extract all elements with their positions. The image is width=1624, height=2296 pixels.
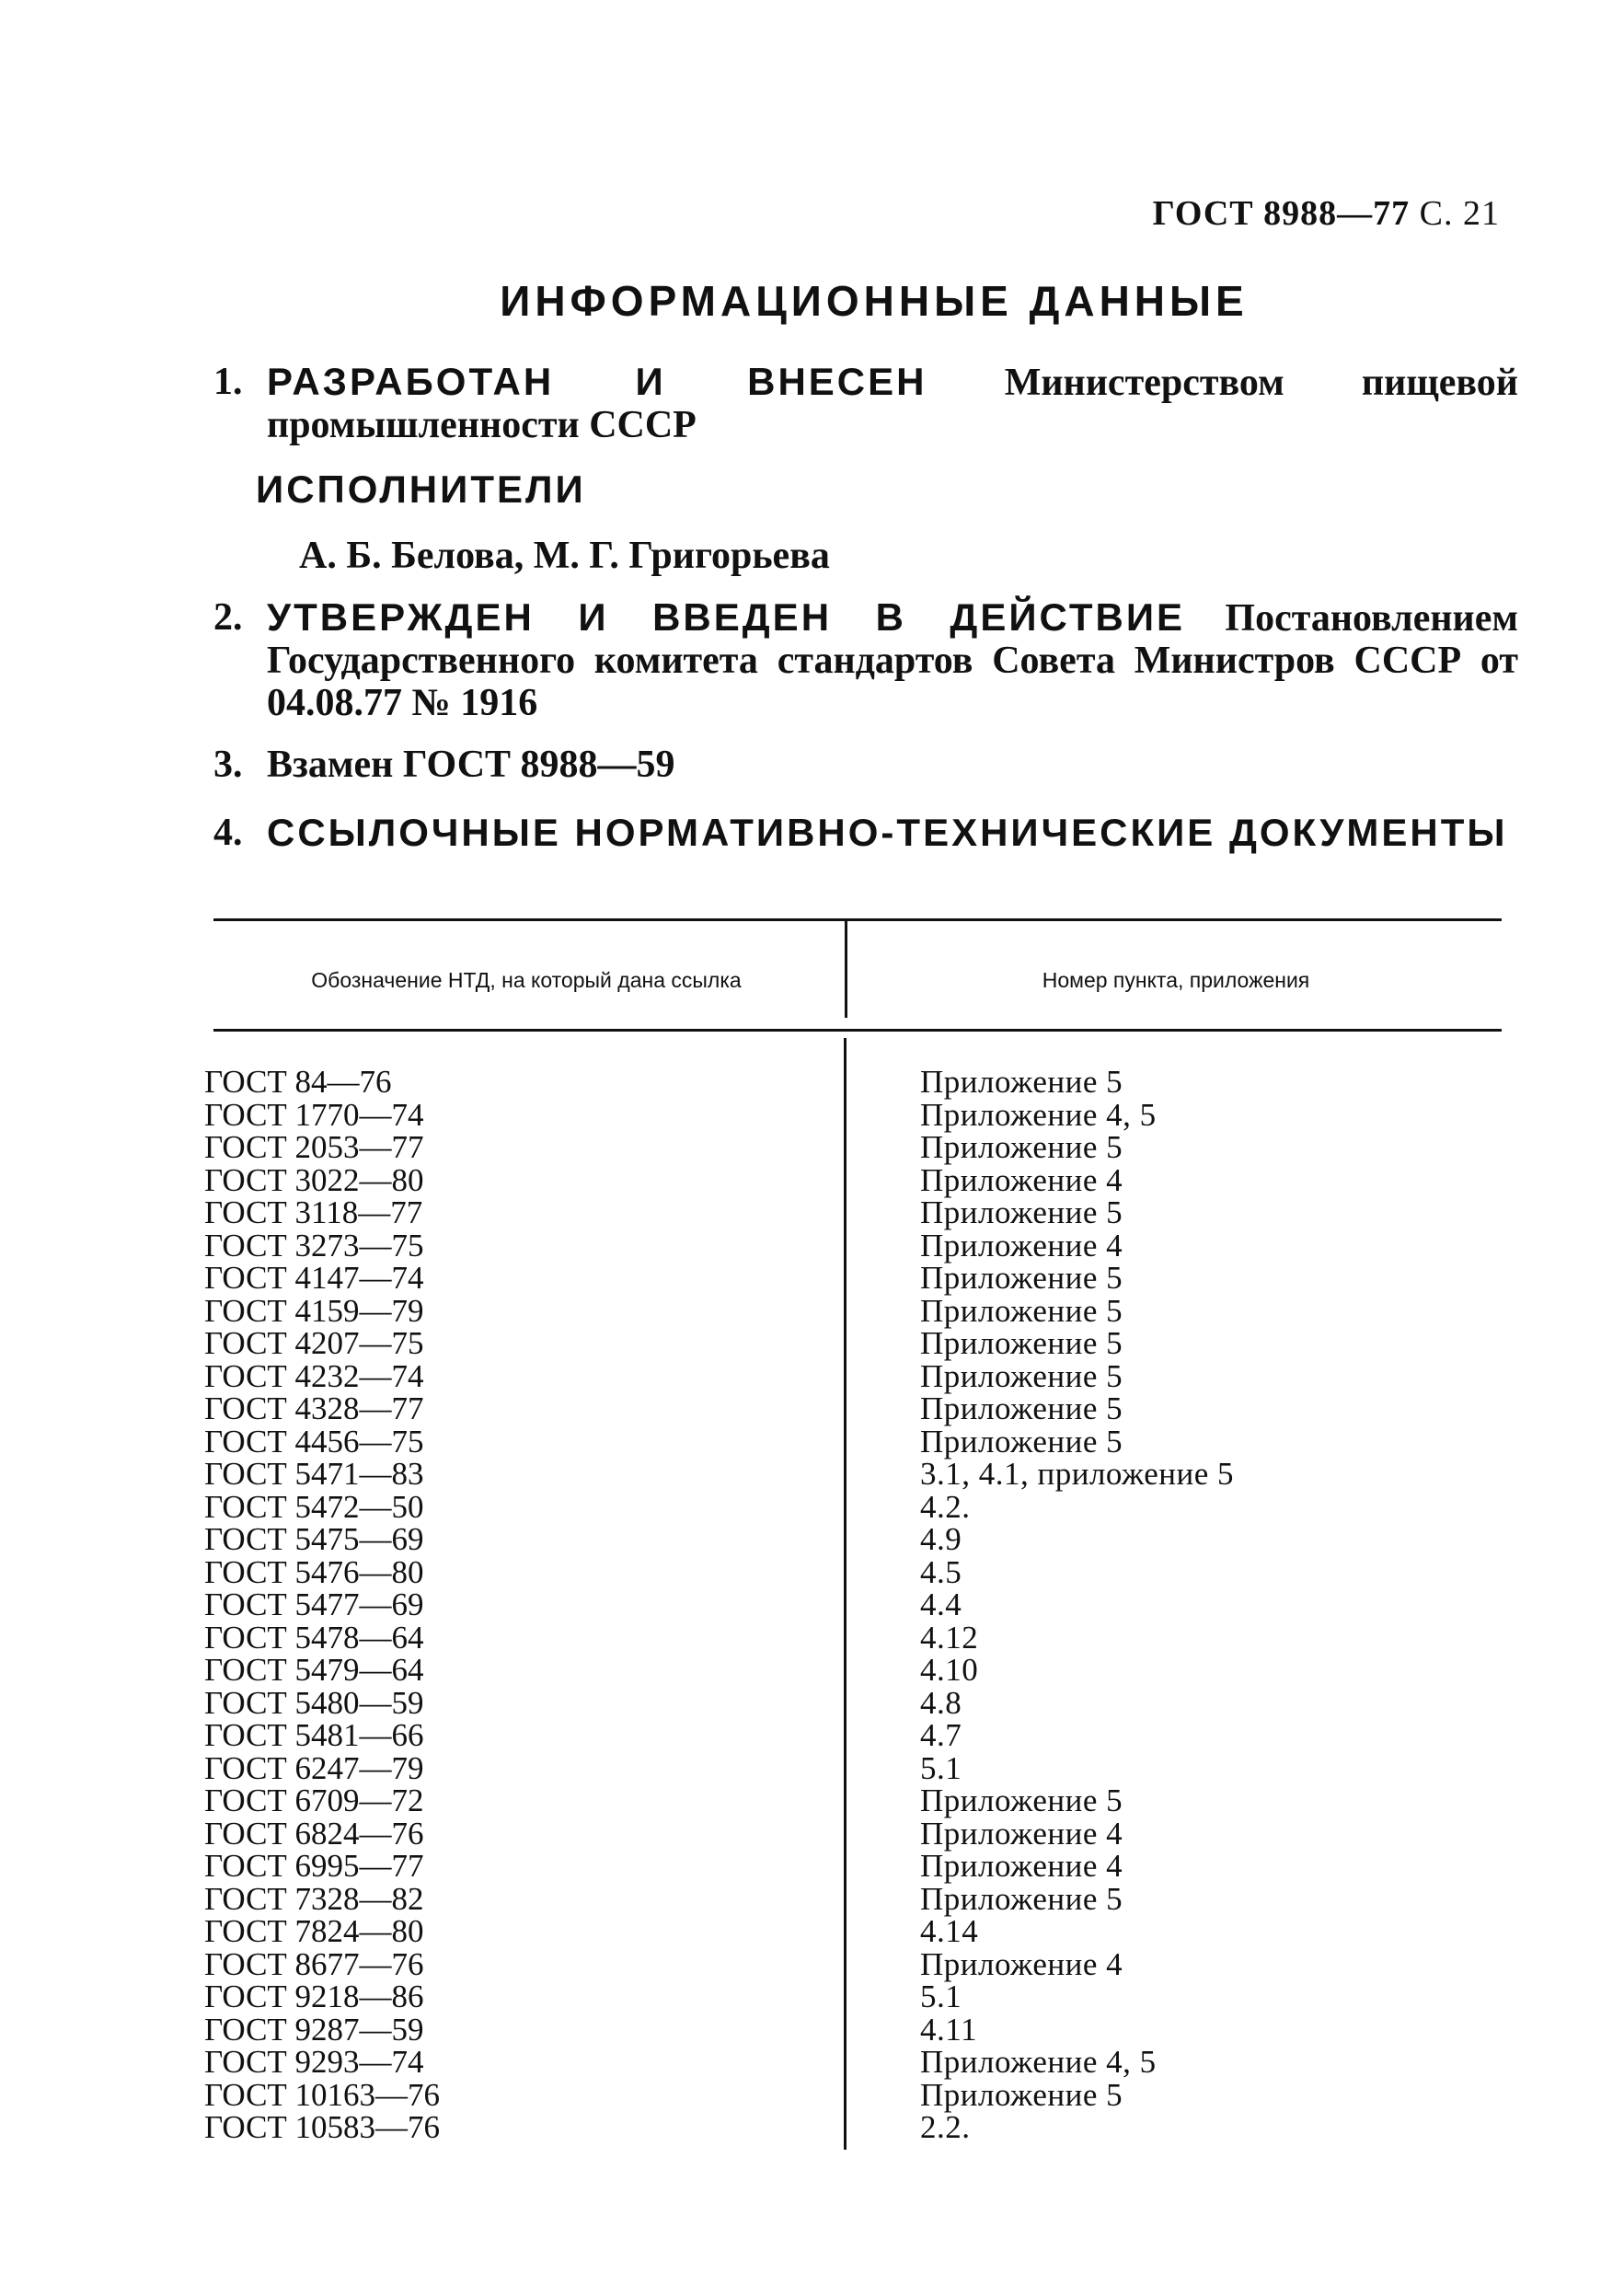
table-cell-document: ГОСТ 9287—59 <box>204 2011 424 2048</box>
table-cell-clause: 4.9 <box>920 1521 962 1557</box>
table-cell-document: ГОСТ 10163—76 <box>204 2076 441 2113</box>
table-body-divider <box>844 1038 847 2150</box>
table-cell-clause: 4.4 <box>920 1586 962 1622</box>
table-cell-document: ГОСТ 10583—76 <box>204 2109 441 2145</box>
table-cell-clause: Приложение 5 <box>920 1325 1123 1361</box>
item-body: Взамен ГОСТ 8988—59 <box>267 744 675 786</box>
table-cell-document: ГОСТ 6709—72 <box>204 1783 424 1818</box>
table-cell-clause: 3.1, 4.1, приложение 5 <box>920 1456 1235 1492</box>
item-caps-text: УТВЕРЖДЕН И ВВЕДЕН В ДЕЙСТВИЕ <box>267 595 1186 639</box>
table-cell-document: ГОСТ 5478—64 <box>204 1619 424 1656</box>
table-cell-document: ГОСТ 1770—74 <box>204 1096 424 1133</box>
table-cell-clause: 5.1 <box>920 1749 962 1786</box>
table-cell-clause: Приложение 5 <box>920 1783 1123 1818</box>
item-number: 3. <box>213 744 243 786</box>
item-number: 2. <box>213 596 243 639</box>
table-cell-document: ГОСТ 4328—77 <box>204 1390 424 1426</box>
table-top-rule <box>213 918 1502 921</box>
table-cell-document: ГОСТ 6247—79 <box>204 1749 424 1786</box>
table-header-rule <box>213 1029 1502 1032</box>
table-cell-document: ГОСТ 9218—86 <box>204 1979 424 2014</box>
table-cell-document: ГОСТ 2053—77 <box>204 1129 424 1165</box>
column-header-clause: Номер пункта, приложения <box>1042 968 1310 992</box>
table-cell-document: ГОСТ 4207—75 <box>204 1325 424 1361</box>
table-cell-clause: Приложение 5 <box>920 1129 1123 1165</box>
table-cell-clause: Приложение 4 <box>920 1945 1123 1982</box>
table-cell-document: ГОСТ 5475—69 <box>204 1521 424 1557</box>
item-caps-text: ССЫЛОЧНЫЕ НОРМАТИВНО-ТЕХНИЧЕСКИЕ ДОКУМЕНТЫ <box>267 811 1508 854</box>
item-caps-text: РАЗРАБОТАН И ВНЕСЕН <box>267 360 927 403</box>
page-header <box>1086 193 1500 234</box>
table-cell-clause: 4.5 <box>920 1553 962 1590</box>
table-cell-document: ГОСТ 6995—77 <box>204 1848 424 1884</box>
table-cell-document: ГОСТ 5477—69 <box>204 1586 424 1622</box>
item-body <box>267 596 1518 724</box>
table-cell-clause: Приложение 5 <box>920 1423 1123 1460</box>
table-cell-clause: 4.11 <box>920 2011 977 2048</box>
table-cell-clause: Приложение 4 <box>920 1848 1123 1884</box>
table-cell-document: ГОСТ 4232—74 <box>204 1357 424 1394</box>
table-cell-clause: Приложение 5 <box>920 1357 1123 1394</box>
page-title: ИНФОРМАЦИОННЫЕ ДАННЫЕ <box>500 277 1249 325</box>
table-cell-clause: 4.14 <box>920 1913 979 1949</box>
table-cell-document: ГОСТ 84—76 <box>204 1064 392 1100</box>
table-cell-document: ГОСТ 5481—66 <box>204 1717 424 1753</box>
table-cell-document: ГОСТ 4456—75 <box>204 1423 424 1460</box>
table-cell-clause: Приложение 4, 5 <box>920 1096 1157 1133</box>
item-body <box>267 361 1518 446</box>
table-cell-clause: Приложение 5 <box>920 1064 1123 1100</box>
table-cell-document: ГОСТ 5471—83 <box>204 1456 424 1492</box>
table-cell-document: ГОСТ 3118—77 <box>204 1194 423 1230</box>
table-cell-clause: Приложение 5 <box>920 1390 1123 1426</box>
table-cell-clause: 4.2. <box>920 1488 971 1525</box>
table-cell-document: ГОСТ 7328—82 <box>204 1880 424 1917</box>
table-cell-document: ГОСТ 8677—76 <box>204 1945 424 1982</box>
table-cell-clause: Приложение 5 <box>920 1194 1123 1230</box>
item-number: 1. <box>213 361 243 403</box>
table-cell-clause: Приложение 5 <box>920 2076 1123 2113</box>
table-column-documents <box>204 1066 440 2144</box>
table-cell-clause: Приложение 5 <box>920 1260 1123 1296</box>
table-header-divider <box>845 920 847 1018</box>
table-cell-document: ГОСТ 3022—80 <box>204 1161 424 1198</box>
table-cell-clause: Приложение 4 <box>920 1161 1123 1198</box>
table-cell-clause: 4.10 <box>920 1652 979 1688</box>
gost-designation: ГОСТ 8988—77 <box>1152 194 1411 233</box>
item-text: Постановлением Государственного комитета стандартов Совета Министров СССР от 04.08.77 № 1916 <box>267 597 1518 724</box>
table-cell-clause: Приложение 4 <box>920 1227 1123 1263</box>
table-cell-clause: 4.7 <box>920 1717 962 1753</box>
executors-list: А. Б. Белова, М. Г. Григорьева <box>299 535 830 577</box>
page-number: С. 21 <box>1419 194 1500 233</box>
table-cell-clause: Приложение 4, 5 <box>920 2044 1157 2080</box>
table-cell-clause: Приложение 5 <box>920 1292 1123 1329</box>
table-cell-document: ГОСТ 4147—74 <box>204 1260 424 1296</box>
table-cell-document: ГОСТ 5472—50 <box>204 1488 424 1525</box>
table-column-clauses <box>920 1066 1234 2144</box>
column-header-document: Обозначение НТД, на который дана ссылка <box>311 968 742 992</box>
table-cell-clause: 4.12 <box>920 1619 979 1656</box>
table-cell-document: ГОСТ 6824—76 <box>204 1815 424 1852</box>
table-cell-document: ГОСТ 7824—80 <box>204 1913 424 1949</box>
table-cell-document: ГОСТ 5476—80 <box>204 1553 424 1590</box>
table-cell-clause: 5.1 <box>920 1979 962 2014</box>
table-cell-clause: 2.2. <box>920 2109 971 2145</box>
table-cell-clause: 4.8 <box>920 1684 962 1721</box>
table-cell-document: ГОСТ 4159—79 <box>204 1292 424 1329</box>
item-text: Министерством пищевой промышленности СССР <box>267 362 1518 446</box>
table-cell-document: ГОСТ 5479—64 <box>204 1652 424 1688</box>
table-cell-document: ГОСТ 9293—74 <box>204 2044 424 2080</box>
executors-heading: ИСПОЛНИТЕЛИ <box>256 467 586 511</box>
table-cell-clause: Приложение 5 <box>920 1880 1123 1917</box>
item-number: 4. <box>213 812 243 854</box>
table-cell-clause: Приложение 4 <box>920 1815 1123 1852</box>
table-cell-document: ГОСТ 5480—59 <box>204 1684 424 1721</box>
table-cell-document: ГОСТ 3273—75 <box>204 1227 424 1263</box>
